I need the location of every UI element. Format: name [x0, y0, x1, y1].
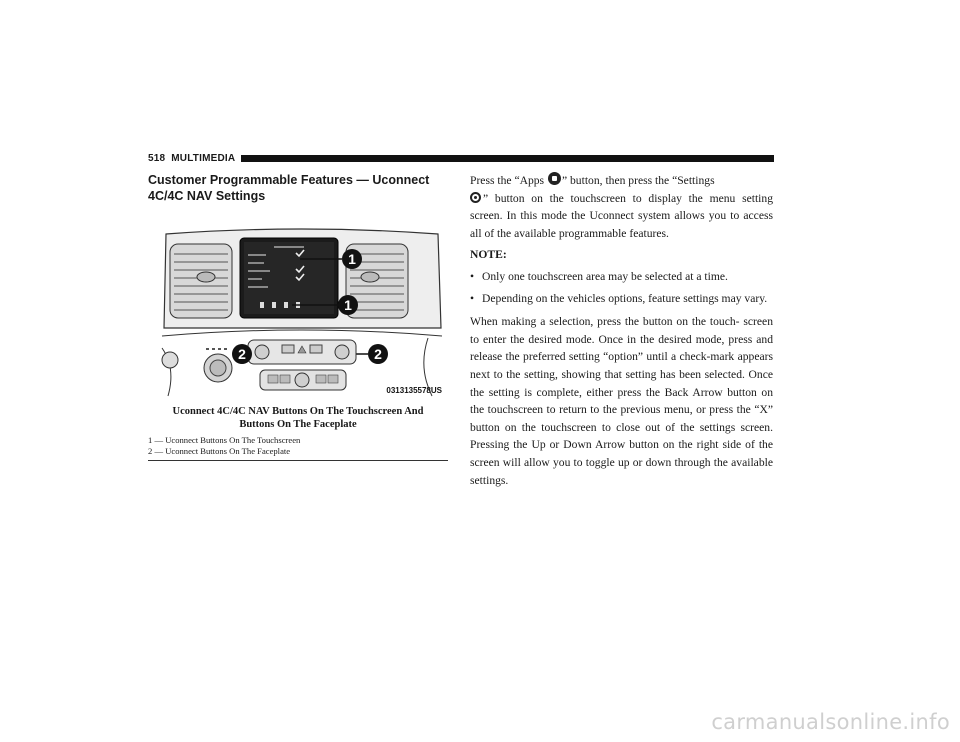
left-air-vent: [170, 244, 232, 318]
apps-icon: [548, 172, 561, 185]
header-rule: [241, 155, 774, 162]
watermark: carmanualsonline.info: [711, 710, 950, 734]
section-title: Customer Programmable Features — Uconnect 4C/4C NAV Settings: [148, 173, 430, 203]
callout-1-top: [342, 249, 362, 269]
figure-caption: Uconnect 4C/4C NAV Buttons On The Touchscreen And Buttons On The Faceplate: [172, 406, 424, 430]
page-header: [148, 150, 774, 166]
settings-gear-icon: [470, 192, 481, 203]
note-label: NOTE:: [470, 248, 507, 262]
right-column: [470, 172, 773, 493]
header-label: 518 MULTIMEDIA: [148, 152, 236, 164]
list-item: • Only one touchscreen area may be selected at a time.: [470, 268, 773, 286]
svg-text:2: 2: [238, 346, 246, 362]
touchscreen: [240, 238, 338, 318]
callout-2-right: [368, 344, 388, 364]
callout-2-left: [232, 344, 252, 364]
instructions-paragraph: When making a selection, press the button on the touch- screen to enter the desired mode. Once in the desired mode, press and release the preferred setting “option” until a check-mark appears next to the setting, showing that setting has been selected. Once the setting is complete, either press the Back Arrow button on the touchscreen to return to the previous menu, or press the “X” button on the touchscreen to close out of the settings screen. Pressing the Up or Down Arrow button on the right side of the screen will allow you to toggle up or down through the available settings.: [470, 315, 773, 487]
uconnect-figure: [156, 228, 446, 398]
callout-1-bottom: [338, 295, 358, 315]
left-column: [148, 172, 448, 456]
note-list: [470, 268, 773, 307]
legend-item: 2 — Uconnect Buttons On The Faceplate: [148, 445, 291, 456]
list-item: • Depending on the vehicles options, feature settings may vary.: [470, 290, 773, 308]
figure-code: 0313135578US: [386, 386, 442, 395]
dashboard-illustration: [156, 228, 446, 398]
svg-text:2: 2: [374, 346, 382, 362]
legend-item: 1 — Uconnect Buttons On The Touchscreen: [148, 435, 301, 445]
svg-text:1: 1: [344, 297, 352, 313]
svg-text:1: 1: [348, 251, 356, 267]
figure-legend: [148, 435, 448, 456]
legend-divider: [148, 460, 448, 461]
intro-paragraph: Press the “Apps ” button, then press the “Settings ” button on the touchscreen to display the menu setting screen. In this mode the Uconnect system allows you to access all of the available programmable features.: [470, 174, 773, 240]
